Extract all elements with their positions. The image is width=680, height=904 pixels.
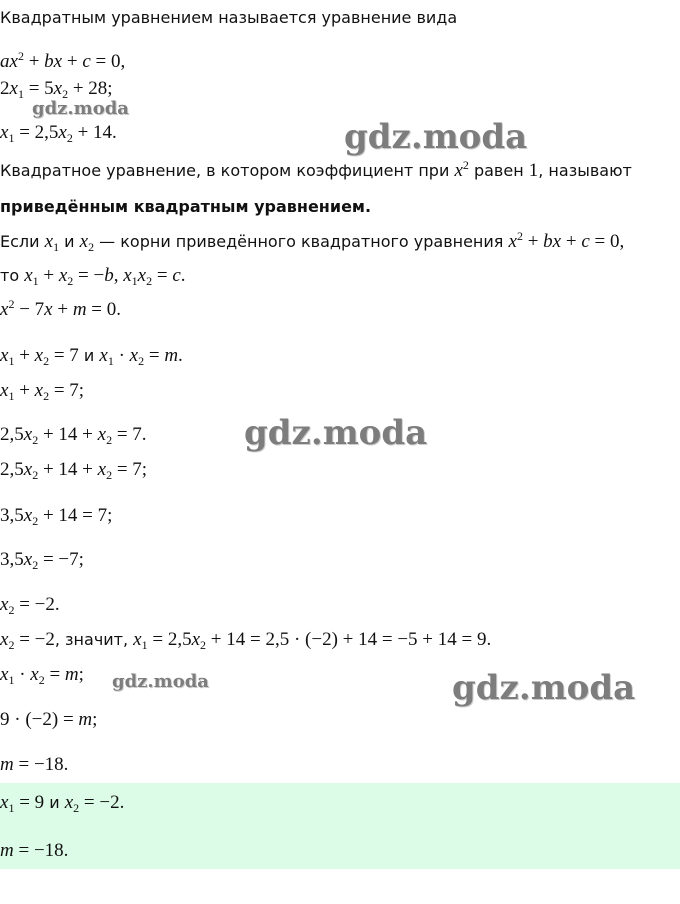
equation: $x^2 - 7x + m = 0$. — [0, 297, 122, 320]
reduced-definition-text: Квадратное уравнение, в котором коэффициент при $x^2$ равен 1, называют — [0, 158, 632, 181]
substitution-2: $2,5x_2 + 14 + x_2 = 7$; — [0, 459, 148, 482]
watermark-logo: gdz.moda — [112, 671, 209, 692]
definition-text — [0, 6, 457, 30]
x2-result: $x_2 = -2$. — [0, 594, 60, 617]
reduced-text-part1: Квадратное уравнение, в котором коэффициент при — [0, 161, 455, 180]
x1-computation: $x_2 = -2$, значит, $x_1 = 2,5x_2 + 14 = 2,5 \cdot (-2) + 14 = -5 + 14 = 9$. — [0, 629, 492, 652]
definition-line: Квадратным уравнением называется уравнение вида — [0, 8, 458, 27]
formula-x1: $x_1 = 2,5x_2 + 14$. — [0, 122, 117, 145]
vieta-applied-and: и — [78, 346, 100, 365]
vieta-formula: то $x_1 + x_2 = -b$, $x_1x_2 = c$. — [0, 265, 186, 288]
m-result: m = −18. — [0, 754, 69, 775]
product-equation: $x_1 \cdot x_2 = m$; — [0, 664, 84, 687]
coef-one: 1 — [528, 160, 539, 181]
sum-equation: $x_1 + x_2 = 7$; — [0, 380, 85, 403]
simplify-1: $3,5x_2 + 14 = 7$; — [0, 505, 113, 528]
vieta-and: и — [59, 232, 80, 251]
watermark-logo: gdz.moda — [344, 117, 528, 157]
answer-m: m = −18. — [0, 840, 69, 861]
watermark-logo: gdz.moda — [32, 98, 129, 119]
formula-general: $ax^2$ + bx + c = 0, — [0, 49, 126, 72]
vieta-then: то — [0, 266, 25, 285]
reduced-text-part2: равен — [468, 161, 529, 180]
answer-roots: $x_1 = 9$ и $x_2 = -2$. — [0, 792, 125, 815]
vieta-if: Если — [0, 232, 45, 251]
vieta-applied: $x_1 + x_2 = 7$ и $x_1 \cdot x_2 = m$. — [0, 345, 183, 368]
simplify-2: $3,5x_2 = -7$; — [0, 549, 84, 572]
formula-condition: $2x_1 = 5x_2 + 28$; — [0, 78, 113, 101]
reduced-term-label: приведённым квадратным уравнением — [0, 197, 365, 216]
reduced-text-part3: , называют — [538, 161, 632, 180]
watermark-logo: gdz.moda — [244, 413, 428, 453]
reduced-term: приведённым квадратным уравнением. — [0, 197, 372, 216]
substitution-1: $2,5x_2 + 14 + x_2 = 7$. — [0, 424, 147, 447]
therefore-text: , значит, — [54, 630, 134, 649]
vieta-text: Если $x_1$ и $x_2$ — корни приведённого квадратного уравнения $x^2$ + bx + c = 0, — [0, 229, 625, 254]
answer-and: и — [44, 793, 65, 812]
vieta-roots: — корни приведённого квадратного уравнения — [94, 232, 509, 251]
product-substitution: 9 · (−2) = m; — [0, 709, 98, 730]
watermark-logo: gdz.moda — [452, 668, 636, 708]
